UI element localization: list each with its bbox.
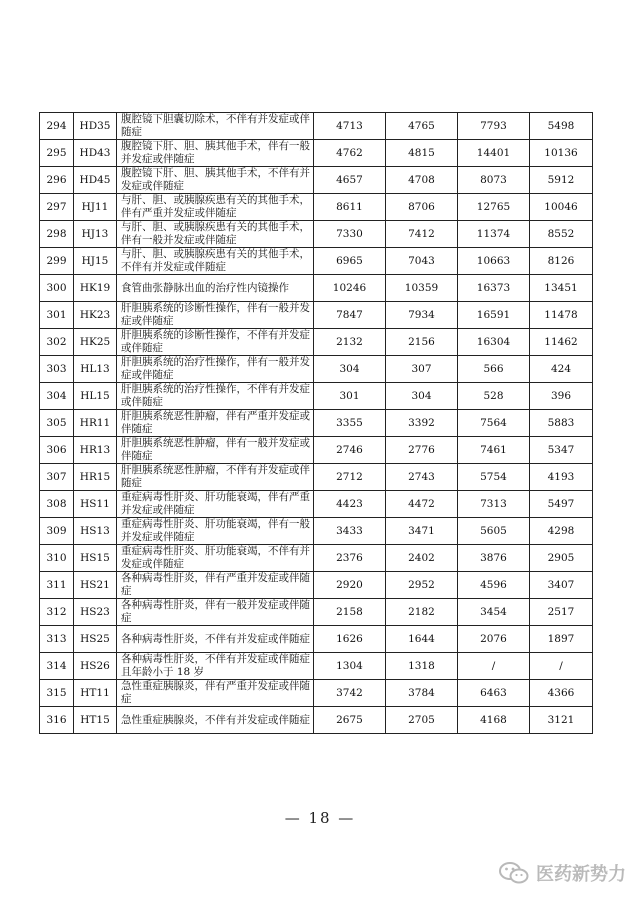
table-row <box>40 140 593 167</box>
drg-rate-table <box>39 112 593 734</box>
value-cell-2: 307 <box>386 356 458 383</box>
value-cell-4: 8126 <box>530 248 593 275</box>
value-cell-2: 10359 <box>386 275 458 302</box>
value-cell-1: 1626 <box>314 626 386 653</box>
value-cell-3: 7793 <box>458 113 530 140</box>
value-cell-4: 8552 <box>530 221 593 248</box>
value-cell-4: 5912 <box>530 167 593 194</box>
value-cell-3: 6463 <box>458 680 530 707</box>
table-row <box>40 275 593 302</box>
value-cell-3: 14401 <box>458 140 530 167</box>
value-cell-4: 3121 <box>530 707 593 734</box>
drg-code-cell: HS23 <box>74 599 117 626</box>
value-cell-4: 4298 <box>530 518 593 545</box>
value-cell-1: 2158 <box>314 599 386 626</box>
value-cell-3: 5754 <box>458 464 530 491</box>
wechat-icon <box>498 861 530 885</box>
value-cell-4: 11478 <box>530 302 593 329</box>
value-cell-1: 4762 <box>314 140 386 167</box>
value-cell-4: 5498 <box>530 113 593 140</box>
drg-code-cell: HT15 <box>74 707 117 734</box>
drg-code-cell: HS25 <box>74 626 117 653</box>
table-row <box>40 302 593 329</box>
value-cell-2: 3784 <box>386 680 458 707</box>
value-cell-3: 7564 <box>458 410 530 437</box>
value-cell-1: 301 <box>314 383 386 410</box>
value-cell-3: 5605 <box>458 518 530 545</box>
table-row <box>40 194 593 221</box>
value-cell-2: 8706 <box>386 194 458 221</box>
table-row <box>40 329 593 356</box>
value-cell-1: 3355 <box>314 410 386 437</box>
value-cell-4: 5347 <box>530 437 593 464</box>
value-cell-2: 2776 <box>386 437 458 464</box>
value-cell-4: 10136 <box>530 140 593 167</box>
drg-code-cell: HD35 <box>74 113 117 140</box>
drg-name-cell: 腹腔镜下肝、胆、胰其他手术，伴有一般并发症或伴随症 <box>117 140 314 167</box>
row-number-cell: 299 <box>40 248 74 275</box>
value-cell-4: 4193 <box>530 464 593 491</box>
value-cell-4: 11462 <box>530 329 593 356</box>
value-cell-2: 1318 <box>386 653 458 680</box>
drg-code-cell: HJ13 <box>74 221 117 248</box>
value-cell-1: 2746 <box>314 437 386 464</box>
row-number-cell: 313 <box>40 626 74 653</box>
value-cell-3: 528 <box>458 383 530 410</box>
row-number-cell: 316 <box>40 707 74 734</box>
value-cell-4: 5497 <box>530 491 593 518</box>
value-cell-4: 5883 <box>530 410 593 437</box>
watermark-text: 医药新势力 <box>536 864 626 885</box>
value-cell-1: 3433 <box>314 518 386 545</box>
value-cell-1: 2132 <box>314 329 386 356</box>
table-row <box>40 518 593 545</box>
value-cell-2: 4815 <box>386 140 458 167</box>
table-row <box>40 599 593 626</box>
drg-code-cell: HT11 <box>74 680 117 707</box>
value-cell-1: 6965 <box>314 248 386 275</box>
value-cell-1: 304 <box>314 356 386 383</box>
value-cell-1: 4657 <box>314 167 386 194</box>
row-number-cell: 306 <box>40 437 74 464</box>
row-number-cell: 309 <box>40 518 74 545</box>
value-cell-2: 2402 <box>386 545 458 572</box>
drg-name-cell: 各种病毒性肝炎，伴有一般并发症或伴随症 <box>117 599 314 626</box>
value-cell-2: 2705 <box>386 707 458 734</box>
value-cell-3: 4168 <box>458 707 530 734</box>
value-cell-1: 2675 <box>314 707 386 734</box>
value-cell-3: 16373 <box>458 275 530 302</box>
value-cell-3: 3876 <box>458 545 530 572</box>
value-cell-4: 13451 <box>530 275 593 302</box>
value-cell-3: 16591 <box>458 302 530 329</box>
row-number-cell: 295 <box>40 140 74 167</box>
drg-code-cell: HD45 <box>74 167 117 194</box>
drg-name-cell: 肝胆胰系统的诊断性操作，伴有一般并发症或伴随症 <box>117 302 314 329</box>
value-cell-1: 2920 <box>314 572 386 599</box>
drg-name-cell: 各种病毒性肝炎，不伴有并发症或伴随症且年龄小于 18 岁 <box>117 653 314 680</box>
table-row <box>40 707 593 734</box>
row-number-cell: 314 <box>40 653 74 680</box>
value-cell-1: 4423 <box>314 491 386 518</box>
row-number-cell: 300 <box>40 275 74 302</box>
row-number-cell: 305 <box>40 410 74 437</box>
value-cell-2: 4765 <box>386 113 458 140</box>
value-cell-4: 2517 <box>530 599 593 626</box>
value-cell-4: / <box>530 653 593 680</box>
drg-name-cell: 各种病毒性肝炎，伴有严重并发症或伴随症 <box>117 572 314 599</box>
value-cell-3: 8073 <box>458 167 530 194</box>
drg-name-cell: 腹腔镜下胆囊切除术，不伴有并发症或伴随症 <box>117 113 314 140</box>
value-cell-2: 7934 <box>386 302 458 329</box>
table-row <box>40 545 593 572</box>
drg-code-cell: HS21 <box>74 572 117 599</box>
value-cell-4: 2905 <box>530 545 593 572</box>
value-cell-3: 3454 <box>458 599 530 626</box>
drg-name-cell: 肝胆胰系统的治疗性操作，不伴有并发症或伴随症 <box>117 383 314 410</box>
table-row <box>40 491 593 518</box>
table-row <box>40 653 593 680</box>
table-row <box>40 167 593 194</box>
value-cell-4: 3407 <box>530 572 593 599</box>
value-cell-2: 7043 <box>386 248 458 275</box>
drg-name-cell: 重症病毒性肝炎、肝功能衰竭，伴有一般并发症或伴随症 <box>117 518 314 545</box>
value-cell-3: 10663 <box>458 248 530 275</box>
drg-name-cell: 各种病毒性肝炎，不伴有并发症或伴随症 <box>117 626 314 653</box>
table-row <box>40 464 593 491</box>
row-number-cell: 298 <box>40 221 74 248</box>
row-number-cell: 308 <box>40 491 74 518</box>
value-cell-3: 7461 <box>458 437 530 464</box>
drg-name-cell: 与肝、胆、或胰腺疾患有关的其他手术，伴有一般并发症或伴随症 <box>117 221 314 248</box>
value-cell-4: 424 <box>530 356 593 383</box>
value-cell-3: 566 <box>458 356 530 383</box>
value-cell-4: 10046 <box>530 194 593 221</box>
drg-code-cell: HK23 <box>74 302 117 329</box>
drg-name-cell: 肝胆胰系统的治疗性操作，伴有一般并发症或伴随症 <box>117 356 314 383</box>
drg-name-cell: 肝胆胰系统恶性肿瘤，伴有一般并发症或伴随症 <box>117 437 314 464</box>
value-cell-2: 3471 <box>386 518 458 545</box>
table-row <box>40 410 593 437</box>
value-cell-2: 2743 <box>386 464 458 491</box>
value-cell-1: 7847 <box>314 302 386 329</box>
value-cell-1: 8611 <box>314 194 386 221</box>
table-row <box>40 572 593 599</box>
drg-code-cell: HS26 <box>74 653 117 680</box>
row-number-cell: 296 <box>40 167 74 194</box>
table-row <box>40 626 593 653</box>
table-body <box>40 113 593 734</box>
table-row <box>40 248 593 275</box>
table-row <box>40 680 593 707</box>
value-cell-4: 1897 <box>530 626 593 653</box>
drg-name-cell: 肝胆胰系统恶性肿瘤，伴有严重并发症或伴随症 <box>117 410 314 437</box>
table-row <box>40 437 593 464</box>
drg-code-cell: HS11 <box>74 491 117 518</box>
value-cell-3: 4596 <box>458 572 530 599</box>
row-number-cell: 307 <box>40 464 74 491</box>
value-cell-2: 4472 <box>386 491 458 518</box>
value-cell-4: 396 <box>530 383 593 410</box>
value-cell-4: 4366 <box>530 680 593 707</box>
drg-name-cell: 肝胆胰系统恶性肿瘤，不伴有并发症或伴随症 <box>117 464 314 491</box>
row-number-cell: 311 <box>40 572 74 599</box>
drg-code-cell: HL13 <box>74 356 117 383</box>
watermark <box>498 860 626 886</box>
value-cell-2: 2182 <box>386 599 458 626</box>
drg-name-cell: 急性重症胰腺炎，不伴有并发症或伴随症 <box>117 707 314 734</box>
drg-name-cell: 急性重症胰腺炎，伴有严重并发症或伴随症 <box>117 680 314 707</box>
table-row <box>40 356 593 383</box>
drg-code-cell: HS15 <box>74 545 117 572</box>
drg-code-cell: HK19 <box>74 275 117 302</box>
table-row <box>40 383 593 410</box>
drg-code-cell: HL15 <box>74 383 117 410</box>
value-cell-2: 2156 <box>386 329 458 356</box>
row-number-cell: 304 <box>40 383 74 410</box>
value-cell-3: 16304 <box>458 329 530 356</box>
drg-name-cell: 腹腔镜下肝、胆、胰其他手术，不伴有并发症或伴随症 <box>117 167 314 194</box>
value-cell-3: 7313 <box>458 491 530 518</box>
value-cell-1: 4713 <box>314 113 386 140</box>
value-cell-1: 3742 <box>314 680 386 707</box>
row-number-cell: 301 <box>40 302 74 329</box>
drg-code-cell: HS13 <box>74 518 117 545</box>
value-cell-3: 11374 <box>458 221 530 248</box>
drg-code-cell: HR13 <box>74 437 117 464</box>
row-number-cell: 297 <box>40 194 74 221</box>
row-number-cell: 294 <box>40 113 74 140</box>
drg-code-cell: HJ11 <box>74 194 117 221</box>
value-cell-2: 2952 <box>386 572 458 599</box>
row-number-cell: 310 <box>40 545 74 572</box>
drg-code-cell: HR11 <box>74 410 117 437</box>
row-number-cell: 315 <box>40 680 74 707</box>
value-cell-2: 4708 <box>386 167 458 194</box>
drg-name-cell: 肝胆胰系统的诊断性操作，不伴有并发症或伴随症 <box>117 329 314 356</box>
value-cell-3: / <box>458 653 530 680</box>
value-cell-2: 304 <box>386 383 458 410</box>
value-cell-3: 12765 <box>458 194 530 221</box>
row-number-cell: 302 <box>40 329 74 356</box>
table-row <box>40 113 593 140</box>
row-number-cell: 312 <box>40 599 74 626</box>
value-cell-2: 1644 <box>386 626 458 653</box>
value-cell-1: 1304 <box>314 653 386 680</box>
value-cell-2: 3392 <box>386 410 458 437</box>
page-number: — 18 — <box>284 809 356 827</box>
drg-name-cell: 重症病毒性肝炎、肝功能衰竭，不伴有并发症或伴随症 <box>117 545 314 572</box>
drg-code-cell: HJ15 <box>74 248 117 275</box>
value-cell-1: 2712 <box>314 464 386 491</box>
drg-code-cell: HK25 <box>74 329 117 356</box>
table-row <box>40 221 593 248</box>
value-cell-1: 7330 <box>314 221 386 248</box>
drg-name-cell: 与肝、胆、或胰腺疾患有关的其他手术，不伴有并发症或伴随症 <box>117 248 314 275</box>
value-cell-3: 2076 <box>458 626 530 653</box>
drg-name-cell: 与肝、胆、或胰腺疾患有关的其他手术，伴有严重并发症或伴随症 <box>117 194 314 221</box>
value-cell-1: 2376 <box>314 545 386 572</box>
value-cell-1: 10246 <box>314 275 386 302</box>
drg-code-cell: HR15 <box>74 464 117 491</box>
drg-code-cell: HD43 <box>74 140 117 167</box>
value-cell-2: 7412 <box>386 221 458 248</box>
drg-name-cell: 重症病毒性肝炎、肝功能衰竭，伴有严重并发症或伴随症 <box>117 491 314 518</box>
drg-name-cell: 食管曲张静脉出血的治疗性内镜操作 <box>117 275 314 302</box>
row-number-cell: 303 <box>40 356 74 383</box>
